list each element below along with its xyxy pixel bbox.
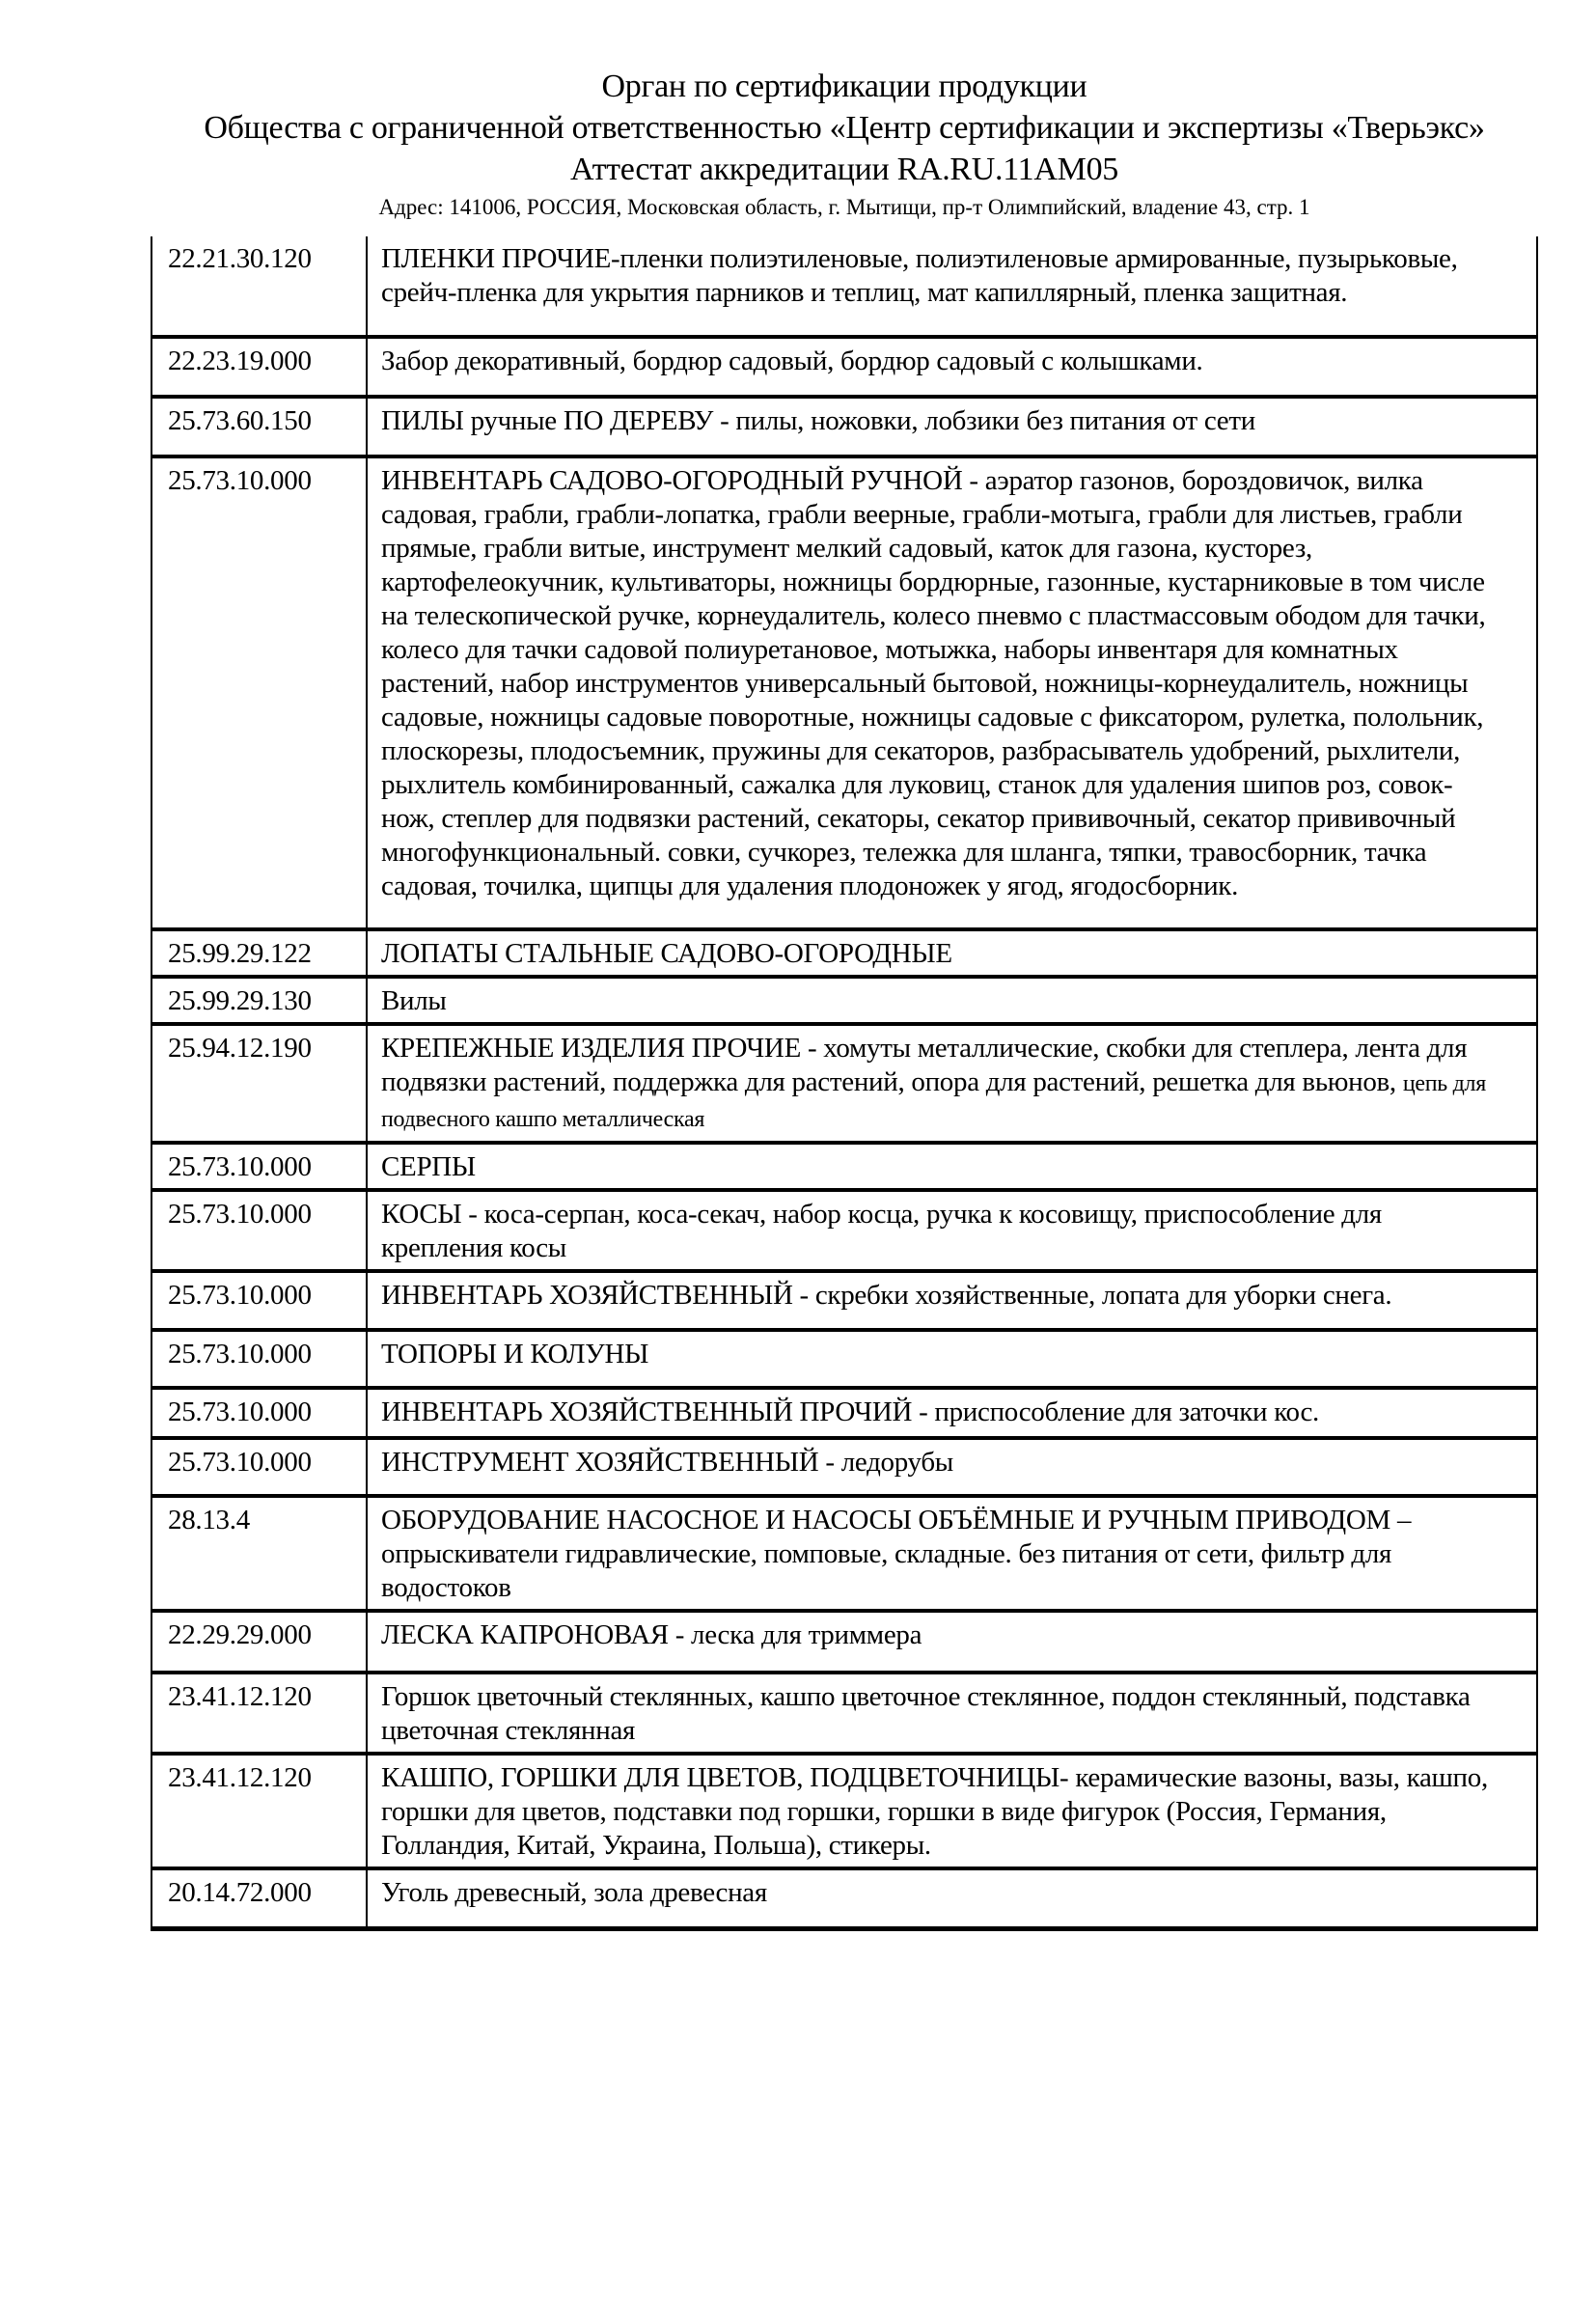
table-row	[151, 1868, 1537, 1928]
description-cell	[367, 1611, 1537, 1673]
description-cell	[367, 1330, 1537, 1388]
code-cell: 22.23.19.000	[151, 337, 367, 397]
code-cell: 23.41.12.120	[151, 1754, 367, 1868]
code-cell: 22.21.30.120	[151, 236, 367, 337]
table-row	[151, 1611, 1537, 1673]
description-cell	[367, 1190, 1537, 1271]
code-cell: 25.73.10.000	[151, 1388, 367, 1438]
header-company-line: Общества с ограниченной ответственностью «Центр сертификации и экспертизы «Тверьэкс»	[204, 110, 1485, 146]
product-codes-table	[151, 236, 1538, 1931]
code-cell: 25.73.10.000	[151, 1271, 367, 1330]
code-cell: 25.73.10.000	[151, 1438, 367, 1496]
description-text: Вилы	[381, 985, 447, 1016]
table-row	[151, 236, 1537, 337]
description-cell	[367, 1271, 1537, 1330]
description-text: ИНВЕНТАРЬ САДОВО-ОГОРОДНЫЙ РУЧНОЙ - аэратор газонов, бороздовичок, вилка садовая, грабли, грабли-лопатка, грабли веерные, грабли-мотыга, грабли для листьев, грабли прямые, грабли витые, инструмент мелкий садовый, каток для газона, кусторез, картофелеокучник, культиваторы, ножницы бордюрные, газонные, кустарниковые в том числе на телескопической ручке, корнеудалитель, колесо пневмо с пластмассовым ободом для тачки, колесо для тачки садовой полиуретановое, мотыжка, наборы инвентаря для комнатных растений, набор инструментов универсальный бытовой, ножницы-корнеудалитель, ножницы садовые, ножницы садовые поворотные, ножницы садовые с фиксатором, рулетка, полольник, плоскорезы, плодосъемник, пружины для секаторов, разбрасыватель удобрений, рыхлители, рыхлитель комбинированный, сажалка для луковиц, станок для удаления шипов роз, совок-нож, степлер для подвязки растений, секаторы, секатор прививочный, секатор прививочный многофункциональный. совки, сучкорез, тележка для шланга, тяпки, травосборник, тачка садовая, точилка, щипцы для удаления плодоножек у ягод, ягодосборник.	[381, 465, 1486, 901]
code-cell: 25.99.29.130	[151, 977, 367, 1024]
header-org-line: Орган по сертификации продукции	[601, 69, 1087, 104]
description-text: ОБОРУДОВАНИЕ НАСОСНОЕ И НАСОСЫ ОБЪЁМНЫЕ И РУЧНЫМ ПРИВОДОМ – опрыскиватели гидравлические, помповые, складные. без питания от сети, фильтр для водостоков	[381, 1505, 1412, 1603]
description-text-small: цепь для подвесного кашпо металлическая	[381, 1071, 1486, 1132]
description-text: ПИЛЫ ручные ПО ДЕРЕВУ - пилы, ножовки, лобзики без питания от сети	[381, 405, 1255, 436]
table-row	[151, 1496, 1537, 1611]
code-cell: 25.73.10.000	[151, 456, 367, 929]
table-body	[151, 236, 1537, 1928]
description-text: ЛОПАТЫ СТАЛЬНЫЕ САДОВО-ОГОРОДНЫЕ	[381, 938, 952, 969]
description-cell	[367, 236, 1537, 337]
description-cell	[367, 1438, 1537, 1496]
table-row	[151, 1330, 1537, 1388]
table-row	[151, 1024, 1537, 1143]
description-cell	[367, 1496, 1537, 1611]
description-text: ИНСТРУМЕНТ ХОЗЯЙСТВЕННЫЙ - ледорубы	[381, 1447, 953, 1478]
description-text: Горшок цветочный стеклянных, кашпо цветочное стеклянное, поддон стеклянный, подставка цветочная стеклянная	[381, 1681, 1471, 1746]
description-text: ИНВЕНТАРЬ ХОЗЯЙСТВЕННЫЙ - скребки хозяйственные, лопата для уборки снега.	[381, 1280, 1392, 1311]
description-cell	[367, 456, 1537, 929]
description-cell	[367, 1143, 1537, 1190]
table-row	[151, 977, 1537, 1024]
table-row	[151, 456, 1537, 929]
code-cell: 22.29.29.000	[151, 1611, 367, 1673]
description-cell	[367, 1024, 1537, 1143]
description-text: Забор декоративный, бордюр садовый, бордюр садовый с колышками.	[381, 346, 1203, 376]
description-cell	[367, 977, 1537, 1024]
description-text: ИНВЕНТАРЬ ХОЗЯЙСТВЕННЫЙ ПРОЧИЙ - приспособление для заточки кос.	[381, 1397, 1319, 1427]
table-row	[151, 929, 1537, 977]
code-cell: 25.73.10.000	[151, 1143, 367, 1190]
document-page	[0, 66, 1596, 2323]
description-cell	[367, 1754, 1537, 1868]
description-text: ЛЕСКА КАПРОНОВАЯ - леска для триммера	[381, 1619, 922, 1650]
description-cell	[367, 337, 1537, 397]
table-row	[151, 1673, 1537, 1754]
code-cell: 23.41.12.120	[151, 1673, 367, 1754]
table-row	[151, 397, 1537, 456]
table-row	[151, 1271, 1537, 1330]
description-cell	[367, 1388, 1537, 1438]
table-row	[151, 337, 1537, 397]
description-text: КОСЫ - коса-серпан, коса-секач, набор косца, ручка к косовищу, приспособление для крепления косы	[381, 1199, 1382, 1263]
table-row	[151, 1438, 1537, 1496]
document-header	[151, 66, 1538, 221]
table-row	[151, 1190, 1537, 1271]
description-text: ТОПОРЫ И КОЛУНЫ	[381, 1339, 649, 1369]
description-text: Уголь древесный, зола древесная	[381, 1877, 767, 1908]
header-address-line: Адрес: 141006, РОССИЯ, Московская область, г. Мытищи, пр-т Олимпийский, владение 43, стр. 1	[378, 195, 1310, 219]
description-cell	[367, 929, 1537, 977]
description-cell	[367, 1673, 1537, 1754]
description-text: КАШПО, ГОРШКИ ДЛЯ ЦВЕТОВ, ПОДЦВЕТОЧНИЦЫ- керамические вазоны, вазы, кашпо, горшки для цветов, подставки под горшки, горшки в виде фигурок (Россия, Германия, Голландия, Китай, Украина, Польша), стикеры.	[381, 1762, 1488, 1861]
code-cell: 25.99.29.122	[151, 929, 367, 977]
description-text: СЕРПЫ	[381, 1151, 476, 1182]
code-cell: 25.73.60.150	[151, 397, 367, 456]
code-cell: 20.14.72.000	[151, 1868, 367, 1928]
table-row	[151, 1388, 1537, 1438]
code-cell: 25.94.12.190	[151, 1024, 367, 1143]
code-cell: 25.73.10.000	[151, 1190, 367, 1271]
description-text: ПЛЕНКИ ПРОЧИЕ-пленки полиэтиленовые, полиэтиленовые армированные, пузырьковые, срейч-пленка для укрытия парников и теплиц, мат капиллярный, пленка защитная.	[381, 243, 1458, 308]
table-row	[151, 1754, 1537, 1868]
table-row	[151, 1143, 1537, 1190]
description-cell	[367, 397, 1537, 456]
code-cell: 25.73.10.000	[151, 1330, 367, 1388]
description-text: КРЕПЕЖНЫЕ ИЗДЕЛИЯ ПРОЧИЕ - хомуты металлические, скобки для степлера, лента для подвязки растений, поддержка для растений, опора для растений, решетка для вьюнов,	[381, 1033, 1468, 1097]
code-cell: 28.13.4	[151, 1496, 367, 1611]
description-cell	[367, 1868, 1537, 1928]
header-attestation-line: Аттестат аккредитации RA.RU.11АМ05	[570, 152, 1118, 187]
